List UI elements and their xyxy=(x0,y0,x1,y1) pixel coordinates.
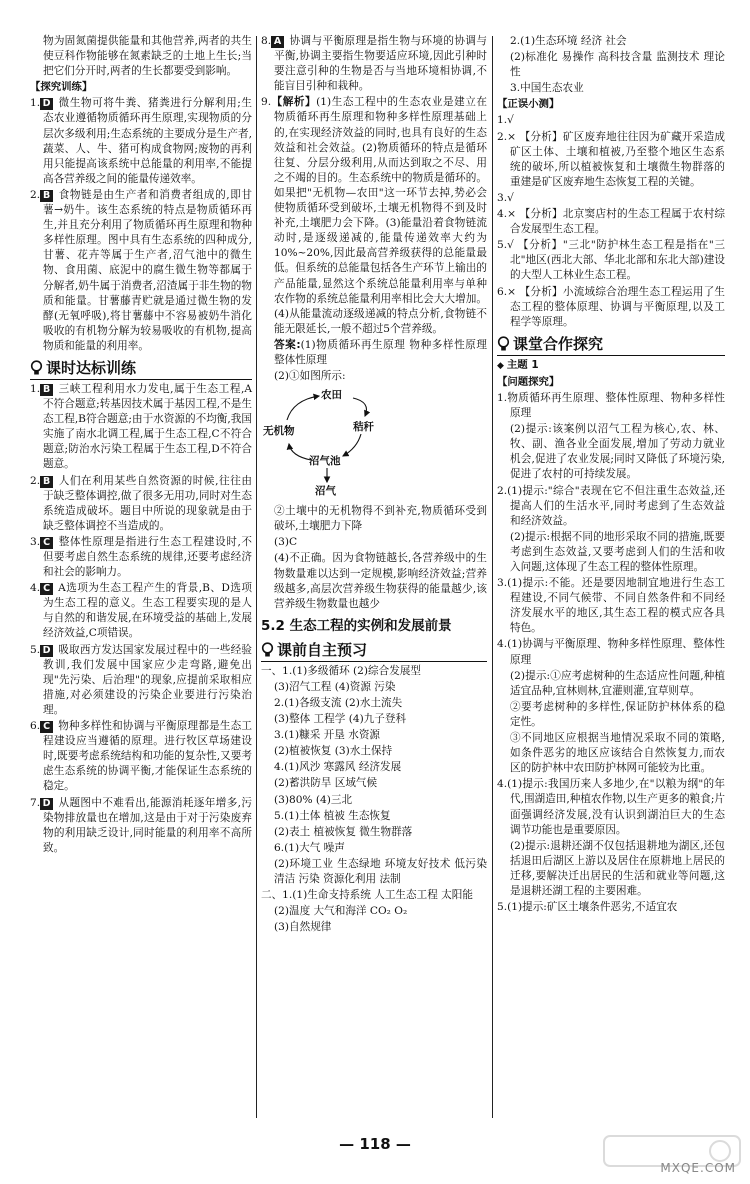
explore-answer: 5.(1)提示:矿区土壤条件恶劣,不适宜农 xyxy=(497,901,678,914)
explore-answer: 4.(1)协调与平衡原理、物种多样性原理、整体性原理 xyxy=(497,638,725,666)
train-item: 5. D 吸取西方发达国家发展过程中的一些经验教训,我们发展中国家应少走弯路,避免出现"先污染、后治理"的现象,应提前采取相应措施,对必须建设的污染企业要进行污染治理。 xyxy=(30,643,252,716)
train-item: 6. C 物种多样性和协调与平衡原理都是生态工程建设应当遵循的原理。进行牧区草场建设时,既要考虑系统结构和功能的复杂性,又要考虑生态系统的协调平衡,才能保证生态系统的稳定。 xyxy=(30,720,252,793)
preview-line: (2)标准化 易操作 高科技含量 监测技术 理论性 xyxy=(510,51,725,79)
check-heading: 【正误小测】 xyxy=(497,98,560,111)
arrow-biogas-pit-to-inorganic xyxy=(289,444,311,460)
preview-line: 4.(1)风沙 寒露风 经济发展 xyxy=(274,761,402,774)
preview-line: 3.中国生态农业 xyxy=(510,82,584,95)
preview-line: (2)蓄洪防旱 区域气候 xyxy=(274,777,378,790)
answer-badge: D xyxy=(40,645,53,657)
lightbulb-icon xyxy=(261,642,274,657)
preview-line: (3)整体 工程学 (4)九子登科 xyxy=(274,713,407,726)
train-item: 4. C A选项为生态工程产生的背景,B、D选项为生态工程的意义。生态工程要实现的是人与自然的和谐发展,在环境受益的基础上,发展经济效益,C项错误。 xyxy=(30,582,252,640)
preview-line: (3)自然规律 xyxy=(274,921,332,934)
explore-answer: ②要考虑树种的多样性,保证防护林体系的稳定性。 xyxy=(510,700,725,728)
lightbulb-icon xyxy=(30,360,43,375)
train-item: 3. C 整体性原理是指进行生态工程建设时,不但要考虑自然生态系统的规律,还要考虑经济和社会的影响力。 xyxy=(30,535,252,579)
answer-line: (3)C xyxy=(274,536,298,549)
diagram-node-straw: 秸秆 xyxy=(353,421,374,434)
answer-badge: B xyxy=(40,476,53,488)
check-item: 2.× 【分析】矿区废弃地往往因为矿藏开采造成矿区土体、土壤和植被,乃至整个地区生态系统的破坏,所以植被恢复和土壤微生物群落的重建是矿区废弃地生态恢复工程的关键。 xyxy=(497,130,725,188)
answer-badge: C xyxy=(40,721,53,733)
diagram-node-inorganic: 无机物 xyxy=(263,425,295,438)
diamond-icon: ◆ xyxy=(497,360,504,371)
train-item: 7. D 从题图中不难看出,能源消耗逐年增多,污染物排放量也在增加,这是由于对于污染废弃物的利用缺乏设计,同时能量的利用率不高所致。 xyxy=(30,796,252,854)
preview-line: 6.(1)大气 噪声 xyxy=(274,841,345,854)
check-item: 5.√ 【分析】"三北"防护林生态工程是指在"三北"地区(西北大部、华北北部和东北大部)建设的大型人工林业生态工程。 xyxy=(497,239,725,282)
answer-badge: A xyxy=(271,36,284,48)
section-heading-train: 课时达标训练 xyxy=(30,357,252,380)
answer-badge: B xyxy=(40,384,53,396)
diagram-node-biogas-pit: 沼气池 xyxy=(309,455,341,468)
answer-line: 答案:(1)物质循环再生原理 物种多样性原理 整体性原理 xyxy=(274,338,487,366)
preview-line: 3.(1)糠采 开垦 水资源 xyxy=(274,729,381,742)
preview-line: (3)80% (4)三北 xyxy=(274,793,353,806)
arrow-straw-to-biogas-pit xyxy=(343,434,361,456)
section-heading-explore: 课堂合作探究 xyxy=(497,333,725,356)
check-item: 1.√ xyxy=(497,114,514,127)
preview-line: 一、1.(1)多级循环 (2)综合发展型 xyxy=(261,664,422,677)
preview-line: 5.(1)土体 植被 生态恢复 xyxy=(274,809,391,822)
explore-answer: (2)提示:①应考虑树种的生态适应性问题,种植适宜品种,宜林则林,宜灌则灌,宜草则草。 xyxy=(510,669,725,697)
preview-line: (2)环境工业 生态绿地 环境友好技术 低污染清洁 污染 资源化利用 法制 xyxy=(274,857,487,886)
watermark-text: MXQE.COM xyxy=(660,1160,736,1175)
explore-heading: 【探究训练】 xyxy=(30,81,93,94)
section-heading-preview: 课前自主预习 xyxy=(261,639,487,662)
column-left xyxy=(30,34,252,857)
explore-answer: ③不同地区应根据当地情况采取不同的策略,如条件恶劣的地区应该结合自然恢复力,而农区的防护林中农田防护林网可能较为比重。 xyxy=(510,732,725,775)
answer-badge: D xyxy=(40,798,53,810)
preview-line: (2)温度 大气和海洋 CO₂ O₂ xyxy=(274,905,408,918)
train-item: 2. B 人们在利用某些自然资源的时候,往往由于缺乏整体调控,做了很多无用功,同时对生态系统造成破坏。题目中所说的现象就是由于缺乏整体调控不当造成的。 xyxy=(30,474,252,532)
answer-badge: B xyxy=(40,190,53,202)
column-middle xyxy=(261,34,487,936)
column-divider-right xyxy=(492,36,493,1118)
train-item: 8. A 协调与平衡原理是指生物与环境的协调与平衡,协调主要指生物要适应环境,因此引种时要注意引种的生物是否与当地环境相协调,不能盲目引种和栽种。 xyxy=(261,35,487,93)
answer-line: ②土壤中的无机物得不到补充,物质循环受到破坏,土壤肥力下降 xyxy=(274,505,487,533)
explore-answer: (2)提示:该案例以沼气工程为核心,农、林、牧、副、渔各业全面发展,增加了劳动力就业机会,促进了农业发展;同时又降低了环境污染,促进了农村的可持续发展。 xyxy=(510,423,725,481)
preview-line: 2.(1)生态环境 经济 社会 xyxy=(510,35,627,47)
explore-answer: (2)提示:退耕还湖不仅包括退耕地为湖区,还包括退田后湖区上游以及居住在原耕地上居民的迁移,要解决迁出居民的生活和就业等问题,这是退耕还湖工程的主要困难。 xyxy=(510,839,725,897)
explore-item: 2. B 食物链是由生产者和消费者组成的,即甘薯→奶牛。该生态系统的特点是物质循环再生,并且充分利用了物质循环再生原理和物种多样性原理。图中具有生态系统的四种成分,甘薯、花卉等属于生产者,沼气池中的微生物、食用菌、底泥中的腐生微生物等都属于分解者,奶牛属于消费者,沼渣属于非生物的物质和能量。甘薯藤青贮就是通过微生物的发酵(无氧呼吸),将甘薯藤中不容易被奶牛消化吸收的有机物分解为较易吸收的有机物,提高物质和能量的利用率。 xyxy=(30,188,252,352)
check-item: 3.√ xyxy=(497,191,514,204)
cycle-diagram xyxy=(261,386,487,502)
preview-line: 2.(1)各级支流 (2)水土流失 xyxy=(274,697,403,709)
answer-badge: D xyxy=(40,98,53,110)
answer-badge: C xyxy=(40,583,53,595)
explore-answer: (2)提示:根据不同的地形采取不同的措施,既要考虑到生态效益,又要考虑到人们的生活和收入问题,这体现了生态工程的整体性原理。 xyxy=(510,530,725,573)
explore-item: 1. D 微生物可将牛粪、猪粪进行分解利用;生态农业遵循物质循环再生原理,实现物质的分层次多级利用;生态系统的主要成分是生产者,蔬菜、人、牛、猪可构成食物网;废物的再利用只能提高该系统中总能量的利用率,不能提高各营养级之间的能量传递效率。 xyxy=(30,97,252,185)
check-item: 4.× 【分析】北京窦店村的生态工程属于农村综合发展型生态工程。 xyxy=(497,208,725,236)
explore-answer: 1.物质循环再生原理、整体性原理、物种多样性原理 xyxy=(497,391,725,420)
arrow-inorganic-to-fields xyxy=(287,396,319,420)
explore-answer: 4.(1)提示:我国历来人多地少,在"以粮为纲"的年代,围湖造田,种植农作物,以生产更多的粮食;片面强调经济发展,没有认识到湖泊巨大的生态调节功能也是重要原因。 xyxy=(497,778,725,836)
intro-paragraph: 物为固氮菌提供能量和其他营养,两者的共生使豆科作物能够在氮素缺乏的土地上生长;当把它们分开时,两者的生长都要受到影响。 xyxy=(43,35,252,78)
answer-label: 答案: xyxy=(274,338,301,351)
diagram-node-fields: 农田 xyxy=(321,389,342,402)
theme-heading: ◆ 主题 1 xyxy=(497,358,539,371)
explore-answer: 3.(1)提示:不能。还是要因地制宜地进行生态工程建设,不同气候带、不同自然条件和不同经济发展水平的地区,其生态工程的模式应各具特色。 xyxy=(497,577,725,635)
preview-line: (2)表土 植被恢复 微生物群落 xyxy=(274,825,413,838)
arrow-fields-to-straw xyxy=(353,398,367,416)
question-explore-heading: 【问题探究】 xyxy=(497,375,560,388)
answer-line: (4)不正确。因为食物链越长,各营养级中的生物数量难以达到一定规模,影响经济效益;营养级越多,高层次营养级生物获得的能量越少,该营养级生物数量也越少 xyxy=(274,552,487,610)
answer-line: (2)①如图所示: xyxy=(274,370,346,383)
preview-line: (3)沼气工程 (4)资源 污染 xyxy=(274,680,396,693)
lesson-title: 5.2 生态工程的实例和发展前景 xyxy=(261,617,452,634)
column-divider-left xyxy=(256,36,257,1118)
answer-badge: C xyxy=(40,537,53,549)
preview-line: (2)植被恢复 (3)水土保持 xyxy=(274,745,393,758)
explore-answer: 2.(1)提示:"综合"表现在它不但注重生态效益,还提高人们的生活水平,同时考虑到了生态效益和经济效益。 xyxy=(497,484,725,527)
page-number: — 118 — xyxy=(339,1135,411,1153)
diagram-node-biogas: 沼气 xyxy=(315,485,336,498)
lightbulb-icon xyxy=(497,336,510,351)
train-item: 1. B 三峡工程利用水力发电,属于生态工程,A不符合题意;转基因技术属于基因工程,不是生态工程,B符合题意;由于水资源的不均衡,我国实施了南水北调工程,属于生态工程,C不符合题意;防治水污染工程属于生态工程,D不符合题意。 xyxy=(30,382,252,471)
preview-line: 二、1.(1)生命支持系统 人工生态工程 太阳能 xyxy=(261,889,473,902)
check-item: 6.× 【分析】小流域综合治理生态工程运用了生态工程的整体原理、协调与平衡原理,以及工程学等原理。 xyxy=(497,285,725,328)
analysis-item: 9.【解析】(1)生态工程中的生态农业是建立在物质循环再生原理和物种多样性原理基础上的,在实现经济效益的同时,也具有良好的生态效益和社会效益。(2)物质循环的特点是循环往复、分层分级利用,从而达到取之不尽、用之不竭的目的。生态系统中的物质是循环的。如果把"无机物—农田"这一环节去掉,势必会使物质循环受到破坏,土壤无机物得不到及时补充,土壤肥力会下降。(3)能量沿着食物链流动时,是逐级递减的,能量传递效率大约为10%~20%,因此最高营养级获得的总能量最低。但系统的总能量包括各生产环节上输出的产品能量,显然这个系统总能量利用率与单种农作物的系统总能量利用率相比会大大增加。(4)从能量流动逐级递减的特点分析,食物链不能无限延长,一般不超过5个营养级。 xyxy=(261,96,487,335)
column-right xyxy=(497,34,725,916)
